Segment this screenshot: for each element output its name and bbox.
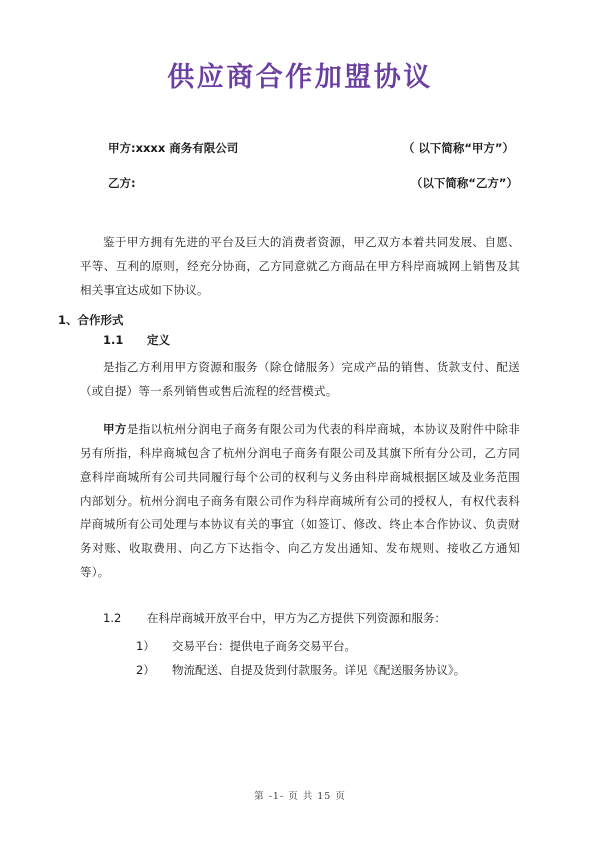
- party-a-name: 甲方:xxxx 商务有限公司: [108, 141, 239, 156]
- spacer: [80, 404, 520, 418]
- party-a-lead-term: 甲方: [103, 421, 127, 436]
- party-b-name: 乙方:: [108, 175, 136, 190]
- clause-1-2: [80, 607, 520, 630]
- spacer: [80, 209, 520, 231]
- party-a-alias: （ 以下简称“甲方”）: [402, 141, 514, 156]
- parties-block: [80, 140, 520, 192]
- party-a-definition-body: 是指以杭州分润电子商务有限公司为代表的科岸商城，本协议及附件中除非另有所指，科岸商城包含了杭州分润电子商务有限公司及其旗下所有分公司，乙方同意科岸商城所有公司共同履行每个公司的权利与义务由科岸商城根据区域及业务范围内部划分。杭州分润电子商务有限公司作为科岸商城所有公司的授权人，有权代表科岸商城所有公司处理与本协议有关的事宜（如签订、修改、终止本合作协议、负责财务对账、收取费用、向乙方下达指令、向乙方发出通知、发布规则、接收乙方通知等）。: [80, 421, 520, 580]
- document-body: [58, 94, 520, 682]
- subsection-number: 1.1: [103, 333, 124, 347]
- party-row-a: [80, 140, 520, 157]
- clause-text: 在科岸商城开放平台中，甲方为乙方提供下列资源和服务：: [147, 611, 446, 626]
- subsection-title: 定义: [147, 333, 170, 347]
- section-heading-1: 1、合作形式: [58, 312, 124, 327]
- subsection-heading-1-1: [80, 329, 520, 352]
- list-item-number: 2）: [136, 663, 155, 678]
- preamble-paragraph: 鉴于甲方拥有先进的平台及巨大的消费者资源，甲乙双方本着共同发展、自愿、平等、互利的原则，经充分协商，乙方同意就乙方商品在甲方科岸商城网上销售及其相关事宜达成如下协议。: [80, 234, 520, 297]
- clause-number: 1.2: [103, 611, 122, 626]
- party-a-definition-paragraph: [80, 418, 520, 585]
- list-item: [80, 658, 520, 682]
- definition-paragraph: 是指乙方利用甲方资源和服务（除仓储服务）完成产品的销售、货款支付、配送（或自提）等一系列销售或售后流程的经营模式。: [80, 360, 520, 398]
- page-footer: 第 -1- 页 共 15 页: [254, 791, 346, 802]
- spacer: [80, 585, 520, 607]
- spacer: [80, 303, 520, 311]
- party-row-b: [80, 175, 520, 192]
- list-item-text: 物流配送、自提及货到付款服务。详见《配送服务协议》。: [172, 663, 466, 678]
- party-b-alias: （以下简称“乙方”）: [410, 175, 518, 190]
- document-title: 供应商合作加盟协议: [167, 62, 433, 93]
- list-item-number: 1）: [136, 639, 155, 654]
- list-item: [80, 634, 520, 658]
- list-item-text: 交易平台：提供电子商务交易平台。: [172, 639, 356, 654]
